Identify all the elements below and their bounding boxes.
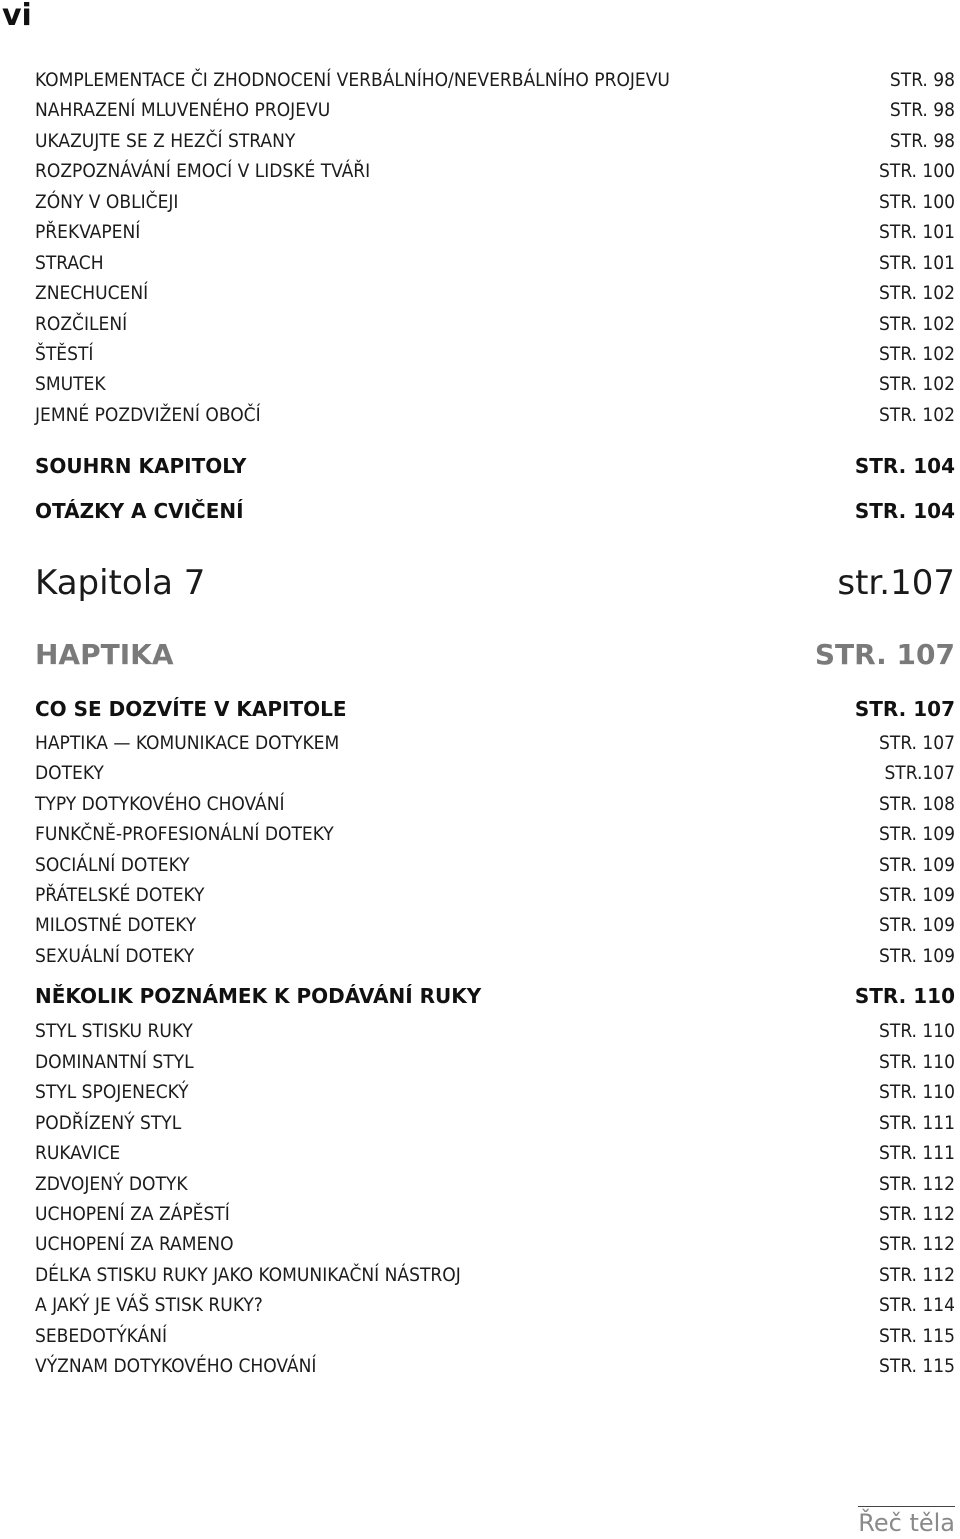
toc-entry-page: STR. 102 [879,343,955,365]
toc-entry [35,373,955,395]
toc-entry-page: STR. 109 [879,945,955,967]
toc-entry-page: STR. 109 [879,854,955,876]
toc-entry-page: STR. 98 [889,130,955,152]
toc-entry [35,1264,955,1286]
toc-entry-title: PŘÁTELSKÉ DOTEKY [35,884,205,906]
toc-entry [35,99,955,121]
toc-entry-title: SEBEDOTÝKÁNÍ [35,1325,168,1347]
toc-entry-title: FUNKČNĚ-PROFESIONÁLNÍ DOTEKY [35,823,334,845]
toc-entry [35,1081,955,1103]
toc-entry-page: STR. 115 [879,1355,955,1377]
toc-entry [35,130,955,152]
toc-entry-page: STR. 112 [879,1203,955,1225]
toc-entry [35,884,955,906]
toc-entry-title: HAPTIKA [35,638,174,671]
toc-entry-title: ROZČILENÍ [35,313,128,335]
toc-entry [35,404,955,426]
toc-entry [35,1355,955,1377]
toc-entry [35,252,955,274]
toc-entry-page: STR. 102 [879,282,955,304]
toc-entry [35,793,955,815]
toc-entry [35,984,955,1008]
toc-entry-title: A JAKÝ JE VÁŠ STISK RUKY? [35,1294,263,1316]
toc-entry-title: CO SE DOZVÍTE V KAPITOLE [35,697,347,721]
toc-entry-title: TYPY DOTYKOVÉHO CHOVÁNÍ [35,793,285,815]
toc-entry-page: STR. 112 [879,1173,955,1195]
toc-entry-title: SEXUÁLNÍ DOTEKY [35,945,195,967]
toc-entry-page: STR. 110 [854,984,955,1008]
toc-entry [35,762,955,784]
toc-entry-page: STR. 115 [879,1325,955,1347]
toc-entry-title: STYL SPOJENECKÝ [35,1081,189,1103]
toc-entry-title: NAHRAZENÍ MLUVENÉHO PROJEVU [35,99,331,121]
toc-entry-title: UCHOPENÍ ZA RAMENO [35,1233,234,1255]
toc-entry-title: OTÁZKY A CVIČENÍ [35,499,244,523]
toc-entry [35,945,955,967]
toc-entry [35,160,955,182]
toc-entry-page: STR. 100 [879,160,955,182]
toc-entry [35,823,955,845]
toc-entry-title: DOTEKY [35,762,104,784]
toc-entry-title: HAPTIKA — KOMUNIKACE DOTYKEM [35,732,340,754]
toc-entry-title: PODŘÍZENÝ STYL [35,1112,182,1134]
toc-entry-page: STR. 104 [854,499,955,523]
toc-entry-page: STR. 114 [879,1294,955,1316]
toc-entry-page: STR. 98 [889,99,955,121]
toc-entry-page: STR.107 [884,762,955,784]
toc-entry [35,563,955,603]
toc-entry [35,313,955,335]
toc-entry-page: STR. 111 [879,1142,955,1164]
toc-entry-page: STR. 107 [879,732,955,754]
toc-entry-page: STR. 109 [879,884,955,906]
toc-entry-title: ŠTĚSTÍ [35,343,94,365]
toc-entry-page: STR. 107 [854,697,955,721]
toc-entry [35,1325,955,1347]
toc-entry-page: STR. 98 [889,69,955,91]
toc-entry [35,1051,955,1073]
toc-entry-title: UCHOPENÍ ZA ZÁPĚSTÍ [35,1203,230,1225]
toc-entry [35,282,955,304]
toc-entry-title: JEMNÉ POZDVIŽENÍ OBOČÍ [35,404,261,426]
toc-entry [35,1112,955,1134]
toc-entry [35,1020,955,1042]
toc-entry-title: ZNECHUCENÍ [35,282,149,304]
toc-entry [35,732,955,754]
toc-entry-page: STR. 110 [879,1051,955,1073]
toc-entry [35,638,955,671]
toc-entry [35,1203,955,1225]
toc-entry-title: STYL STISKU RUKY [35,1020,193,1042]
toc-entry-title: SMUTEK [35,373,106,395]
toc-entry-page: STR. 109 [879,823,955,845]
toc-entry-title: SOCIÁLNÍ DOTEKY [35,854,190,876]
book-title-footer: Řeč těla [858,1506,955,1537]
toc-entry [35,1142,955,1164]
toc-entry-title: RUKAVICE [35,1142,121,1164]
toc-entry-page: STR. 107 [814,638,955,671]
toc-entry-title: DOMINANTNÍ STYL [35,1051,194,1073]
toc-entry-page: STR. 108 [879,793,955,815]
toc-entry-title: KOMPLEMENTACE ČI ZHODNOCENÍ VERBÁLNÍHO/NEVERBÁLNÍHO PROJEVU [35,69,670,91]
toc-entry-page: STR. 112 [879,1233,955,1255]
toc-entry [35,69,955,91]
toc-entry-page: STR. 101 [879,252,955,274]
toc-entry-page: STR. 102 [879,373,955,395]
toc-entry [35,914,955,936]
toc-entry-page: STR. 101 [879,221,955,243]
toc-entry-page: STR. 102 [879,404,955,426]
toc-entry-page: STR. 109 [879,914,955,936]
toc-entry-title: PŘEKVAPENÍ [35,221,141,243]
toc-entry-title: SOUHRN KAPITOLY [35,454,247,478]
toc-entry-title: VÝZNAM DOTYKOVÉHO CHOVÁNÍ [35,1355,317,1377]
toc-entry [35,1233,955,1255]
toc-entry-title: MILOSTNÉ DOTEKY [35,914,197,936]
toc-entry-title: ZDVOJENÝ DOTYK [35,1173,188,1195]
toc-entry [35,1173,955,1195]
toc-entry-title: Kapitola 7 [35,563,206,603]
toc-entry-title: STRACH [35,252,104,274]
toc-entry-title: ZÓNY V OBLIČEJI [35,191,179,213]
toc-entry [35,454,955,478]
toc-entry-page: STR. 100 [879,191,955,213]
toc-entry [35,221,955,243]
toc-entry-page: STR. 104 [854,454,955,478]
toc-entry-title: DÉLKA STISKU RUKY JAKO KOMUNIKAČNÍ NÁSTROJ [35,1264,461,1286]
toc-entry [35,343,955,365]
toc-entry-page: STR. 110 [879,1081,955,1103]
toc-entry [35,191,955,213]
toc-entry-title: UKAZUJTE SE Z HEZČÍ STRANY [35,130,296,152]
page-number-label: vi [2,0,32,33]
toc-entry-page: str.107 [837,563,955,603]
toc-entry-title: ROZPOZNÁVÁNÍ EMOCÍ V LIDSKÉ TVÁŘI [35,160,371,182]
toc-entry [35,697,955,721]
toc-entry-page: STR. 112 [879,1264,955,1286]
toc-entry [35,1294,955,1316]
toc-entry [35,499,955,523]
toc-entry [35,854,955,876]
toc-entry-page: STR. 102 [879,313,955,335]
toc-entry-title: NĚKOLIK POZNÁMEK K PODÁVÁNÍ RUKY [35,984,482,1008]
toc-entry-page: STR. 111 [879,1112,955,1134]
toc-entry-page: STR. 110 [879,1020,955,1042]
